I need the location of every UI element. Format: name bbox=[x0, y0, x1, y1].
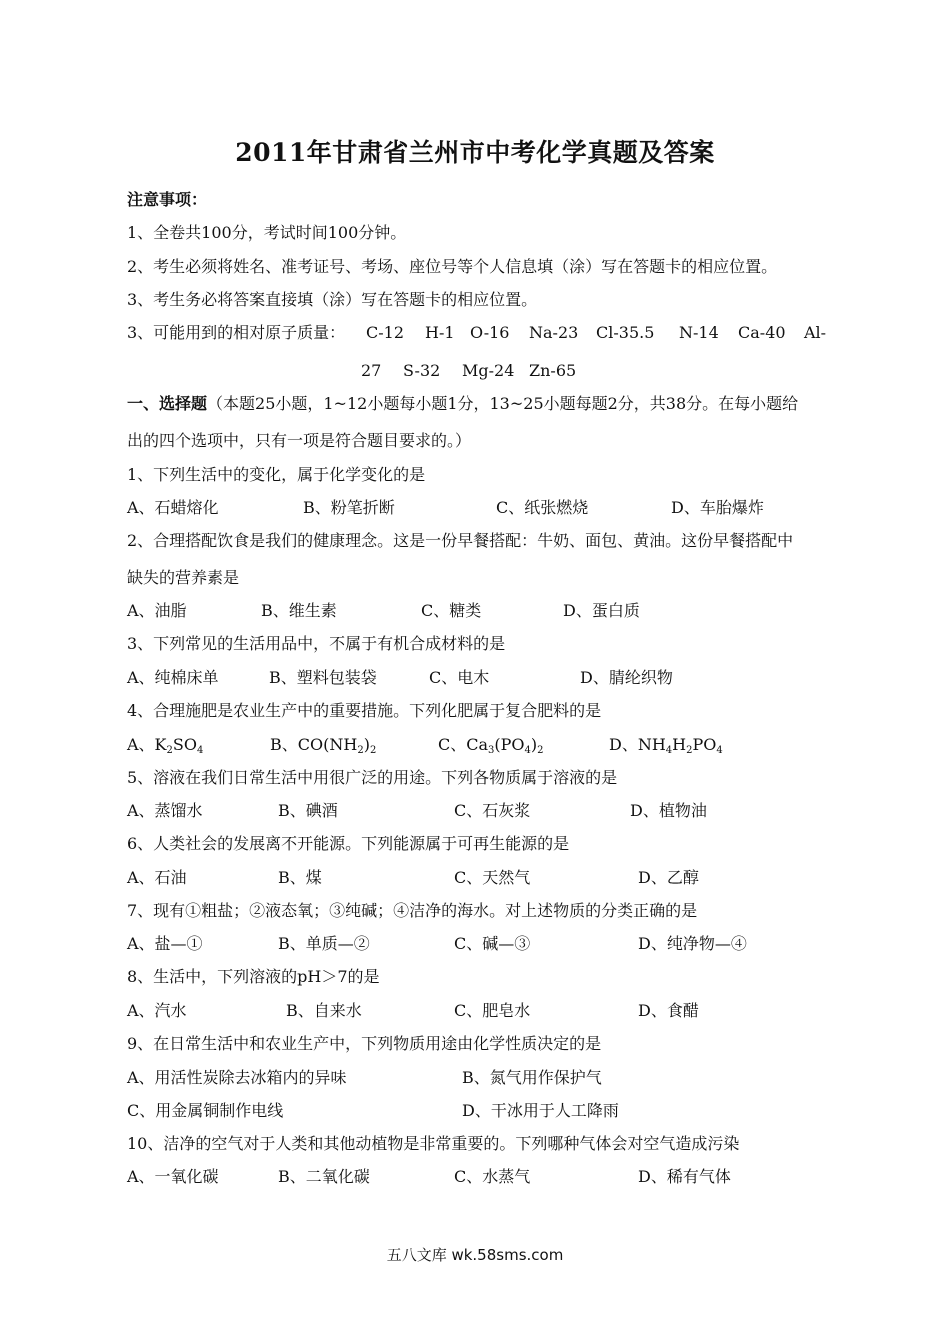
atomic-mass: O-16 bbox=[470, 323, 510, 342]
question-stem: 9、在日常生活中和农业生产中，下列物质用途由化学性质决定的是 bbox=[127, 1034, 602, 1053]
option: C、碱—③ bbox=[454, 934, 531, 953]
question-stem: 10、洁净的空气对于人类和其他动植物是非常重要的。下列哪种气体会对空气造成污染 bbox=[127, 1134, 740, 1153]
section-desc-line2: 出的四个选项中，只有一项是符合题目要求的。） bbox=[127, 431, 472, 450]
section-intro bbox=[127, 394, 798, 414]
question-stem: 3、下列常见的生活用品中，不属于有机合成材料的是 bbox=[127, 634, 506, 653]
option: B、煤 bbox=[278, 868, 322, 887]
section-heading: 一、选择题 bbox=[127, 394, 208, 413]
question-stem: 4、合理施肥是农业生产中的重要措施。下列化肥属于复合肥料的是 bbox=[127, 701, 602, 720]
option: C、电木 bbox=[429, 668, 490, 687]
option: A、蒸馏水 bbox=[127, 801, 203, 820]
option: B、自来水 bbox=[286, 1001, 362, 1020]
option: A、一氧化碳 bbox=[127, 1167, 219, 1186]
option-formula: B、$CO(NH_2)_2$ bbox=[270, 735, 377, 756]
question-stem: 7、现有①粗盐；②液态氧；③纯碱；④洁净的海水。对上述物质的分类正确的是 bbox=[127, 901, 698, 920]
question-stem: 1、下列生活中的变化，属于化学变化的是 bbox=[127, 465, 426, 484]
option: A、纯棉床单 bbox=[127, 668, 219, 687]
option: D、干冰用于人工降雨 bbox=[462, 1101, 619, 1120]
option: D、纯净物—④ bbox=[638, 934, 747, 953]
notice-item: 3、可能用到的相对原子质量： bbox=[127, 323, 346, 342]
atomic-mass: Zn-65 bbox=[529, 361, 577, 380]
atomic-mass: Na-23 bbox=[529, 323, 579, 342]
question-stem: 8、生活中，下列溶液的pH＞7的是 bbox=[127, 967, 380, 986]
option-formula: D、$NH_4H_2PO_4$ bbox=[609, 735, 723, 756]
question-stem: 缺失的营养素是 bbox=[127, 568, 240, 587]
option: B、塑料包装袋 bbox=[269, 668, 377, 687]
option: C、水蒸气 bbox=[454, 1167, 531, 1186]
option: B、粉笔折断 bbox=[303, 498, 395, 517]
option: B、氮气用作保护气 bbox=[462, 1068, 602, 1087]
option: A、汽水 bbox=[127, 1001, 187, 1020]
option: D、乙醇 bbox=[638, 868, 699, 887]
option: D、车胎爆炸 bbox=[671, 498, 764, 517]
option: D、蛋白质 bbox=[563, 601, 640, 620]
option: C、纸张燃烧 bbox=[496, 498, 589, 517]
option: A、石蜡熔化 bbox=[127, 498, 219, 517]
atomic-mass: H-1 bbox=[425, 323, 455, 342]
option-formula: A、$K_2SO_4$ bbox=[127, 735, 204, 756]
atomic-mass: Al- bbox=[804, 323, 827, 342]
option: D、食醋 bbox=[638, 1001, 699, 1020]
notice-item: 1、全卷共100分，考试时间100分钟。 bbox=[127, 223, 407, 242]
atomic-mass: C-12 bbox=[366, 323, 405, 342]
atomic-mass: N-14 bbox=[679, 323, 719, 342]
atomic-mass: Ca-40 bbox=[738, 323, 786, 342]
option: A、油脂 bbox=[127, 601, 187, 620]
option: C、石灰浆 bbox=[454, 801, 531, 820]
footer-watermark: 五八文库 wk.58sms.com bbox=[386, 1246, 564, 1264]
option: C、用金属铜制作电线 bbox=[127, 1101, 284, 1120]
atomic-mass: 27 bbox=[361, 361, 382, 380]
option-formula: C、$Ca_3(PO_4)_2$ bbox=[438, 735, 544, 756]
option: A、石油 bbox=[127, 868, 187, 887]
question-stem: 6、人类社会的发展离不开能源。下列能源属于可再生能源的是 bbox=[127, 834, 570, 853]
option: D、稀有气体 bbox=[638, 1167, 731, 1186]
option: D、植物油 bbox=[630, 801, 707, 820]
option: A、用活性炭除去冰箱内的异味 bbox=[127, 1068, 347, 1087]
notice-item: 3、考生务必将答案直接填（涂）写在答题卡的相应位置。 bbox=[127, 290, 538, 309]
option: B、维生素 bbox=[261, 601, 337, 620]
atomic-mass: S-32 bbox=[403, 361, 441, 380]
option: C、糖类 bbox=[421, 601, 482, 620]
option: C、肥皂水 bbox=[454, 1001, 531, 1020]
notice-item: 2、考生必须将姓名、准考证号、考场、座位号等个人信息填（涂）写在答题卡的相应位置。 bbox=[127, 257, 778, 276]
option: B、单质—② bbox=[278, 934, 370, 953]
atomic-mass: Cl-35.5 bbox=[596, 323, 655, 342]
question-stem: 2、合理搭配饮食是我们的健康理念。这是一份早餐搭配：牛奶、面包、黄油。这份早餐搭配中 bbox=[127, 531, 794, 550]
atomic-mass: Mg-24 bbox=[462, 361, 515, 380]
option: B、碘酒 bbox=[278, 801, 338, 820]
page-title: 2011年甘肃省兰州市中考化学真题及答案 bbox=[235, 138, 715, 167]
notice-heading: 注意事项： bbox=[127, 190, 208, 209]
option: A、盐—① bbox=[127, 934, 203, 953]
question-stem: 5、溶液在我们日常生活中用很广泛的用途。下列各物质属于溶液的是 bbox=[127, 768, 618, 787]
option: D、腈纶织物 bbox=[580, 668, 673, 687]
section-desc: （本题25小题，1~12小题每小题1分，13~25小题每题2分，共38分。在每小题给 bbox=[207, 394, 799, 413]
option: B、二氧化碳 bbox=[278, 1167, 370, 1186]
option: C、天然气 bbox=[454, 868, 531, 887]
